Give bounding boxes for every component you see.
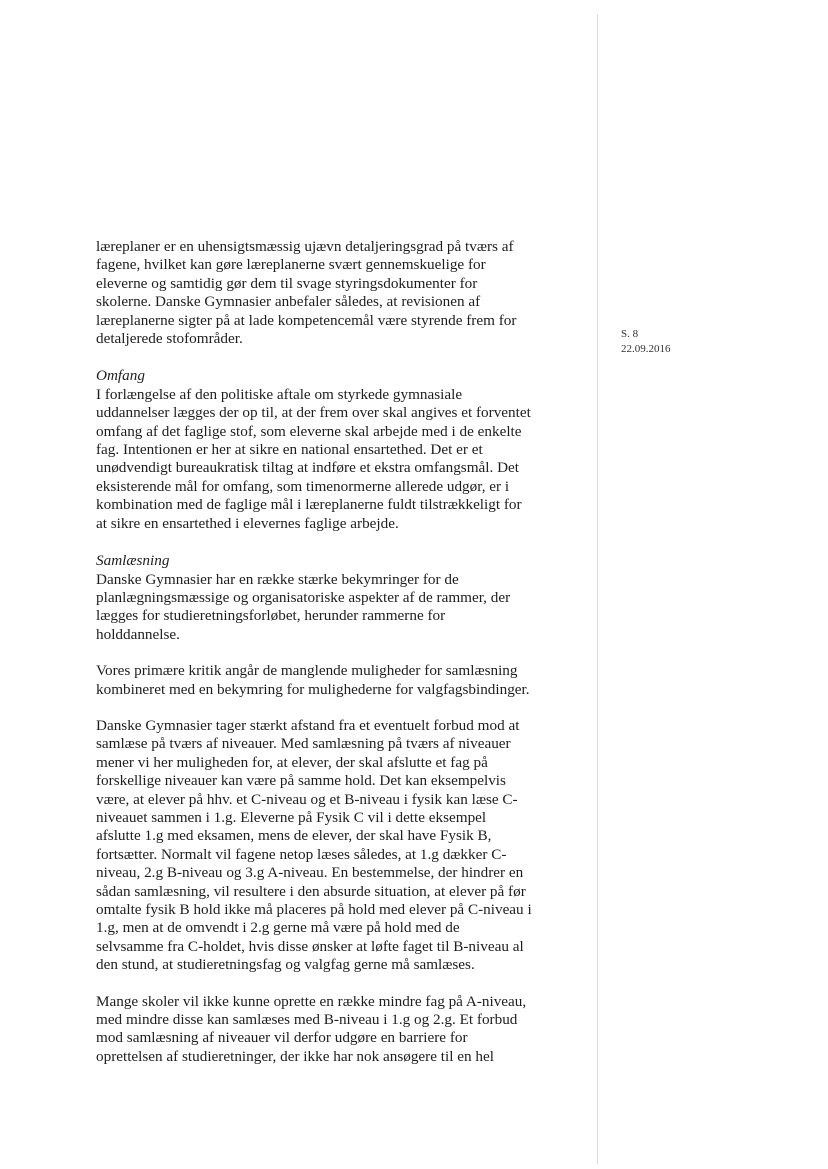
text-line: kombination med de faglige mål i læreplanerne fuldt tilstrækkeligt for: [96, 496, 522, 514]
text-line: uddannelser lægges der op til, at der frem over skal angives et forventet: [96, 404, 531, 422]
text-line: læreplanerne sigter på at lade kompetencemål være styrende frem for: [96, 311, 517, 329]
text-line: detaljerede stofområder.: [96, 330, 243, 348]
text-line: Danske Gymnasier tager stærkt afstand fra et eventuelt forbud mod at: [96, 716, 520, 734]
paragraph: [96, 571, 568, 645]
paragraph: [96, 238, 568, 348]
margin-divider: [597, 14, 598, 1164]
text-line: planlægningsmæssige og organisatoriske aspekter af de rammer, der: [96, 588, 511, 606]
text-line: Mange skoler vil ikke kunne oprette en række mindre fag på A-niveau,: [96, 992, 527, 1010]
body-text: [96, 238, 568, 1066]
section-gap: [96, 348, 568, 367]
text-line: holddannelse.: [96, 625, 180, 643]
text-line: unødvendigt bureaukratisk tiltag at indføre et ekstra omfangsmål. Det: [96, 459, 520, 477]
text-line: samlæse på tværs af niveauer. Med samlæsning på tværs af niveauer: [96, 735, 511, 753]
page-number: S. 8: [621, 328, 639, 340]
text-line: niveau, 2.g B-niveau og 3.g A-niveau. En bestemmelse, der hindrer en: [96, 864, 524, 882]
text-line: sådan samlæsning, vil resultere i den absurde situation, at elever på før: [96, 882, 526, 900]
text-line: mod samlæsning af niveauer vil derfor udgøre en barriere for: [96, 1029, 468, 1047]
text-line: afslutte 1.g med eksamen, mens de elever, der skal have Fysik B,: [96, 827, 492, 845]
text-line: Danske Gymnasier har en række stærke bekymringer for de: [96, 570, 459, 588]
paragraph-gap: [96, 644, 568, 662]
text-line: fagene, hvilket kan gøre læreplanerne svært gennemskuelige for: [96, 256, 486, 274]
text-line: niveauet sammen i 1.g. Eleverne på Fysik C vil i dette eksempel: [96, 808, 487, 826]
text-line: forskellige niveauer kan være på samme hold. Det kan eksempelvis: [96, 772, 506, 790]
text-line: fag. Intentionen er her at sikre en national ensartethed. Det er et: [96, 441, 483, 459]
text-line: den stund, at studieretningsfag og valgfag gerne må samlæses.: [96, 956, 475, 974]
section-heading: Omfang: [96, 367, 145, 385]
text-line: mener vi her muligheden for, at elever, der skal afslutte et fag på: [96, 753, 488, 771]
text-line: eleverne og samtidig gør dem til svage styringsdokumenter for: [96, 274, 478, 292]
page-sidenote: [621, 327, 671, 357]
paragraph: [96, 662, 568, 699]
paragraph: [96, 993, 568, 1067]
text-line: skolerne. Danske Gymnasier anbefaler således, at revisionen af: [96, 293, 481, 311]
text-line: I forlængelse af den politiske aftale om styrkede gymnasiale: [96, 385, 463, 403]
text-line: at sikre en ensartethed i elevernes faglige arbejde.: [96, 514, 399, 532]
text-line: Vores primære kritik angår de manglende muligheder for samlæsning: [96, 662, 518, 680]
text-line: kombineret med en bekymring for mulighederne for valgfagsbindinger.: [96, 680, 530, 698]
text-line: 1.g, men at de omvendt i 2.g gerne må være på hold med de: [96, 919, 460, 937]
text-line: lægges for studieretningsforløbet, herunder rammerne for: [96, 607, 446, 625]
text-line: med mindre disse kan samlæses med B-niveau i 1.g og 2.g. Et forbud: [96, 1011, 518, 1029]
document-date: 22.09.2016: [621, 343, 671, 355]
text-line: eksisterende mål for omfang, som timenormerne allerede udgør, er i: [96, 477, 510, 495]
text-line: omfang af det faglige stof, som eleverne skal arbejde med i de enkelte: [96, 422, 522, 440]
paragraph: [96, 717, 568, 975]
section-gap: [96, 533, 568, 552]
paragraph: [96, 386, 568, 533]
paragraph-gap: [96, 975, 568, 993]
text-line: læreplaner er en uhensigtsmæssig ujævn detaljeringsgrad på tværs af: [96, 238, 514, 255]
text-line: fortsætter. Normalt vil fagene netop læses således, at 1.g dækker C-: [96, 845, 507, 863]
paragraph-gap: [96, 699, 568, 717]
text-line: være, at elever på hhv. et C-niveau og et B-niveau i fysik kan læse C-: [96, 790, 518, 808]
text-line: omtalte fysik B hold ikke må placeres på hold med elever på C-niveau i: [96, 901, 532, 918]
section-heading: Samlæsning: [96, 552, 170, 570]
text-line: selvsamme fra C-holdet, hvis disse ønsker at løfte faget til B-niveau al: [96, 937, 524, 955]
text-line: oprettelsen af studieretninger, der ikke har nok ansøgere til en hel: [96, 1047, 494, 1065]
